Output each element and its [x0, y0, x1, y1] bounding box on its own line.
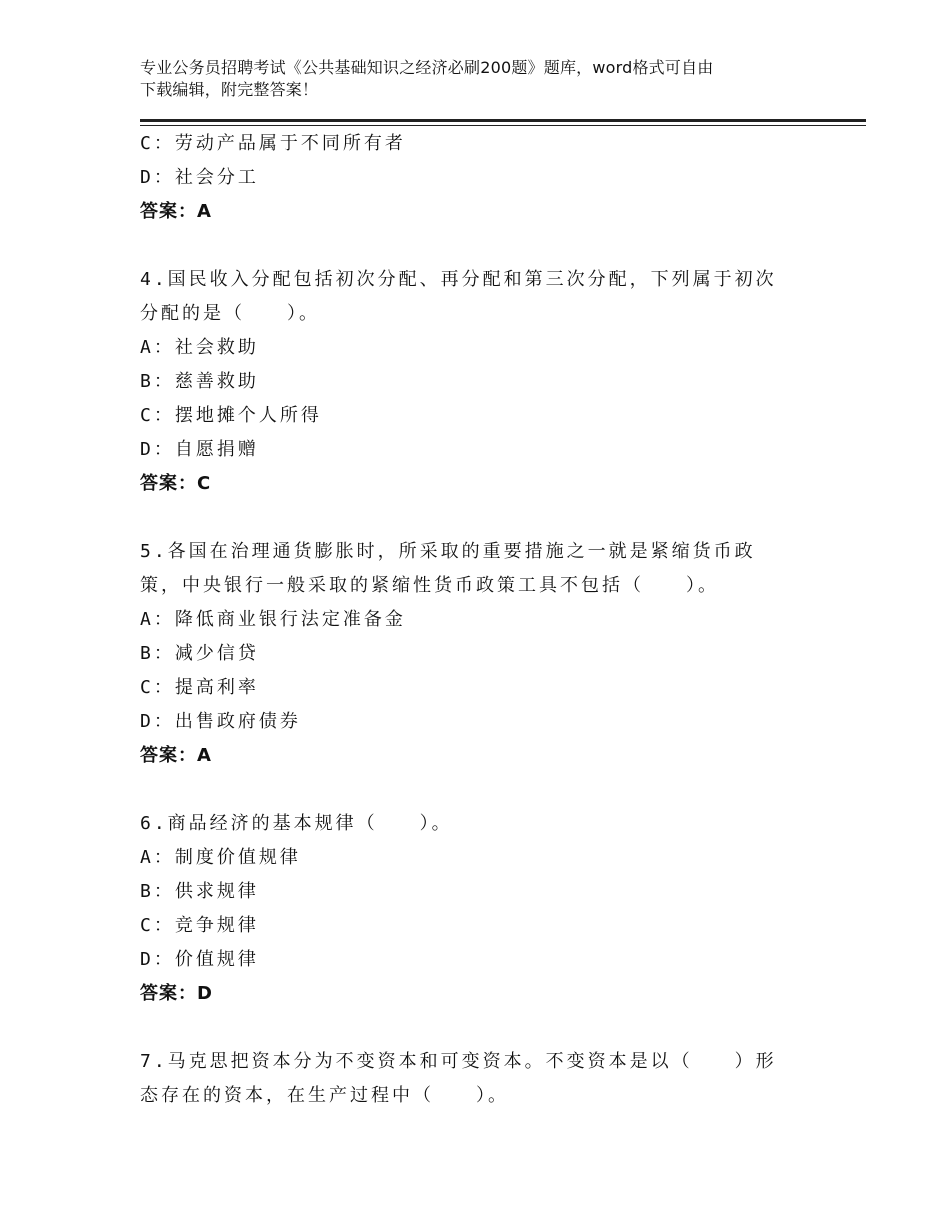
header-rule-thick: [140, 119, 866, 122]
spacer: [140, 501, 830, 535]
option-b: B：减少信贷: [140, 643, 259, 664]
option-c: C：劳动产品属于不同所有者: [140, 133, 406, 154]
option-a: A：制度价值规律: [140, 847, 301, 868]
question-5-text: 策，中央银行一般采取的紧缩性货币政策工具不包括（ ）。: [140, 575, 719, 596]
question-7-text: 7.马克思把资本分为不变资本和可变资本。不变资本是以（ ）形: [140, 1051, 777, 1072]
answer: 答案：C: [140, 473, 212, 494]
document-header: [140, 57, 820, 101]
spacer: [140, 773, 830, 807]
answer: 答案：A: [140, 201, 212, 222]
header-title-line-1: 专业公务员招聘考试《公共基础知识之经济必刷200题》题库，word格式可自由: [140, 58, 714, 77]
answer: 答案：A: [140, 745, 212, 766]
option-d: D：社会分工: [140, 167, 259, 188]
option-c: C：提高利率: [140, 677, 259, 698]
question-list: [140, 127, 830, 1113]
option-d: D：出售政府债券: [140, 711, 301, 732]
question-5-text: 5.各国在治理通货膨胀时，所采取的重要措施之一就是紧缩货币政: [140, 541, 756, 562]
header-title-line-2: 下载编辑，附完整答案！: [140, 80, 319, 99]
question-4-text: 4.国民收入分配包括初次分配、再分配和第三次分配，下列属于初次: [140, 269, 777, 290]
spacer: [140, 229, 830, 263]
question-7-text: 态存在的资本，在生产过程中（ ）。: [140, 1085, 509, 1106]
option-a: A：降低商业银行法定准备金: [140, 609, 406, 630]
option-c: C：竞争规律: [140, 915, 259, 936]
header-rule-thin: [140, 125, 866, 126]
option-d: D：价值规律: [140, 949, 259, 970]
option-b: B：供求规律: [140, 881, 259, 902]
option-a: A：社会救助: [140, 337, 259, 358]
question-6-text: 6.商品经济的基本规律（ ）。: [140, 813, 453, 834]
option-b: B：慈善救助: [140, 371, 259, 392]
option-c: C：摆地摊个人所得: [140, 405, 322, 426]
question-4-text: 分配的是（ ）。: [140, 303, 320, 324]
option-d: D：自愿捐赠: [140, 439, 259, 460]
answer: 答案：D: [140, 983, 213, 1004]
spacer: [140, 1011, 830, 1045]
